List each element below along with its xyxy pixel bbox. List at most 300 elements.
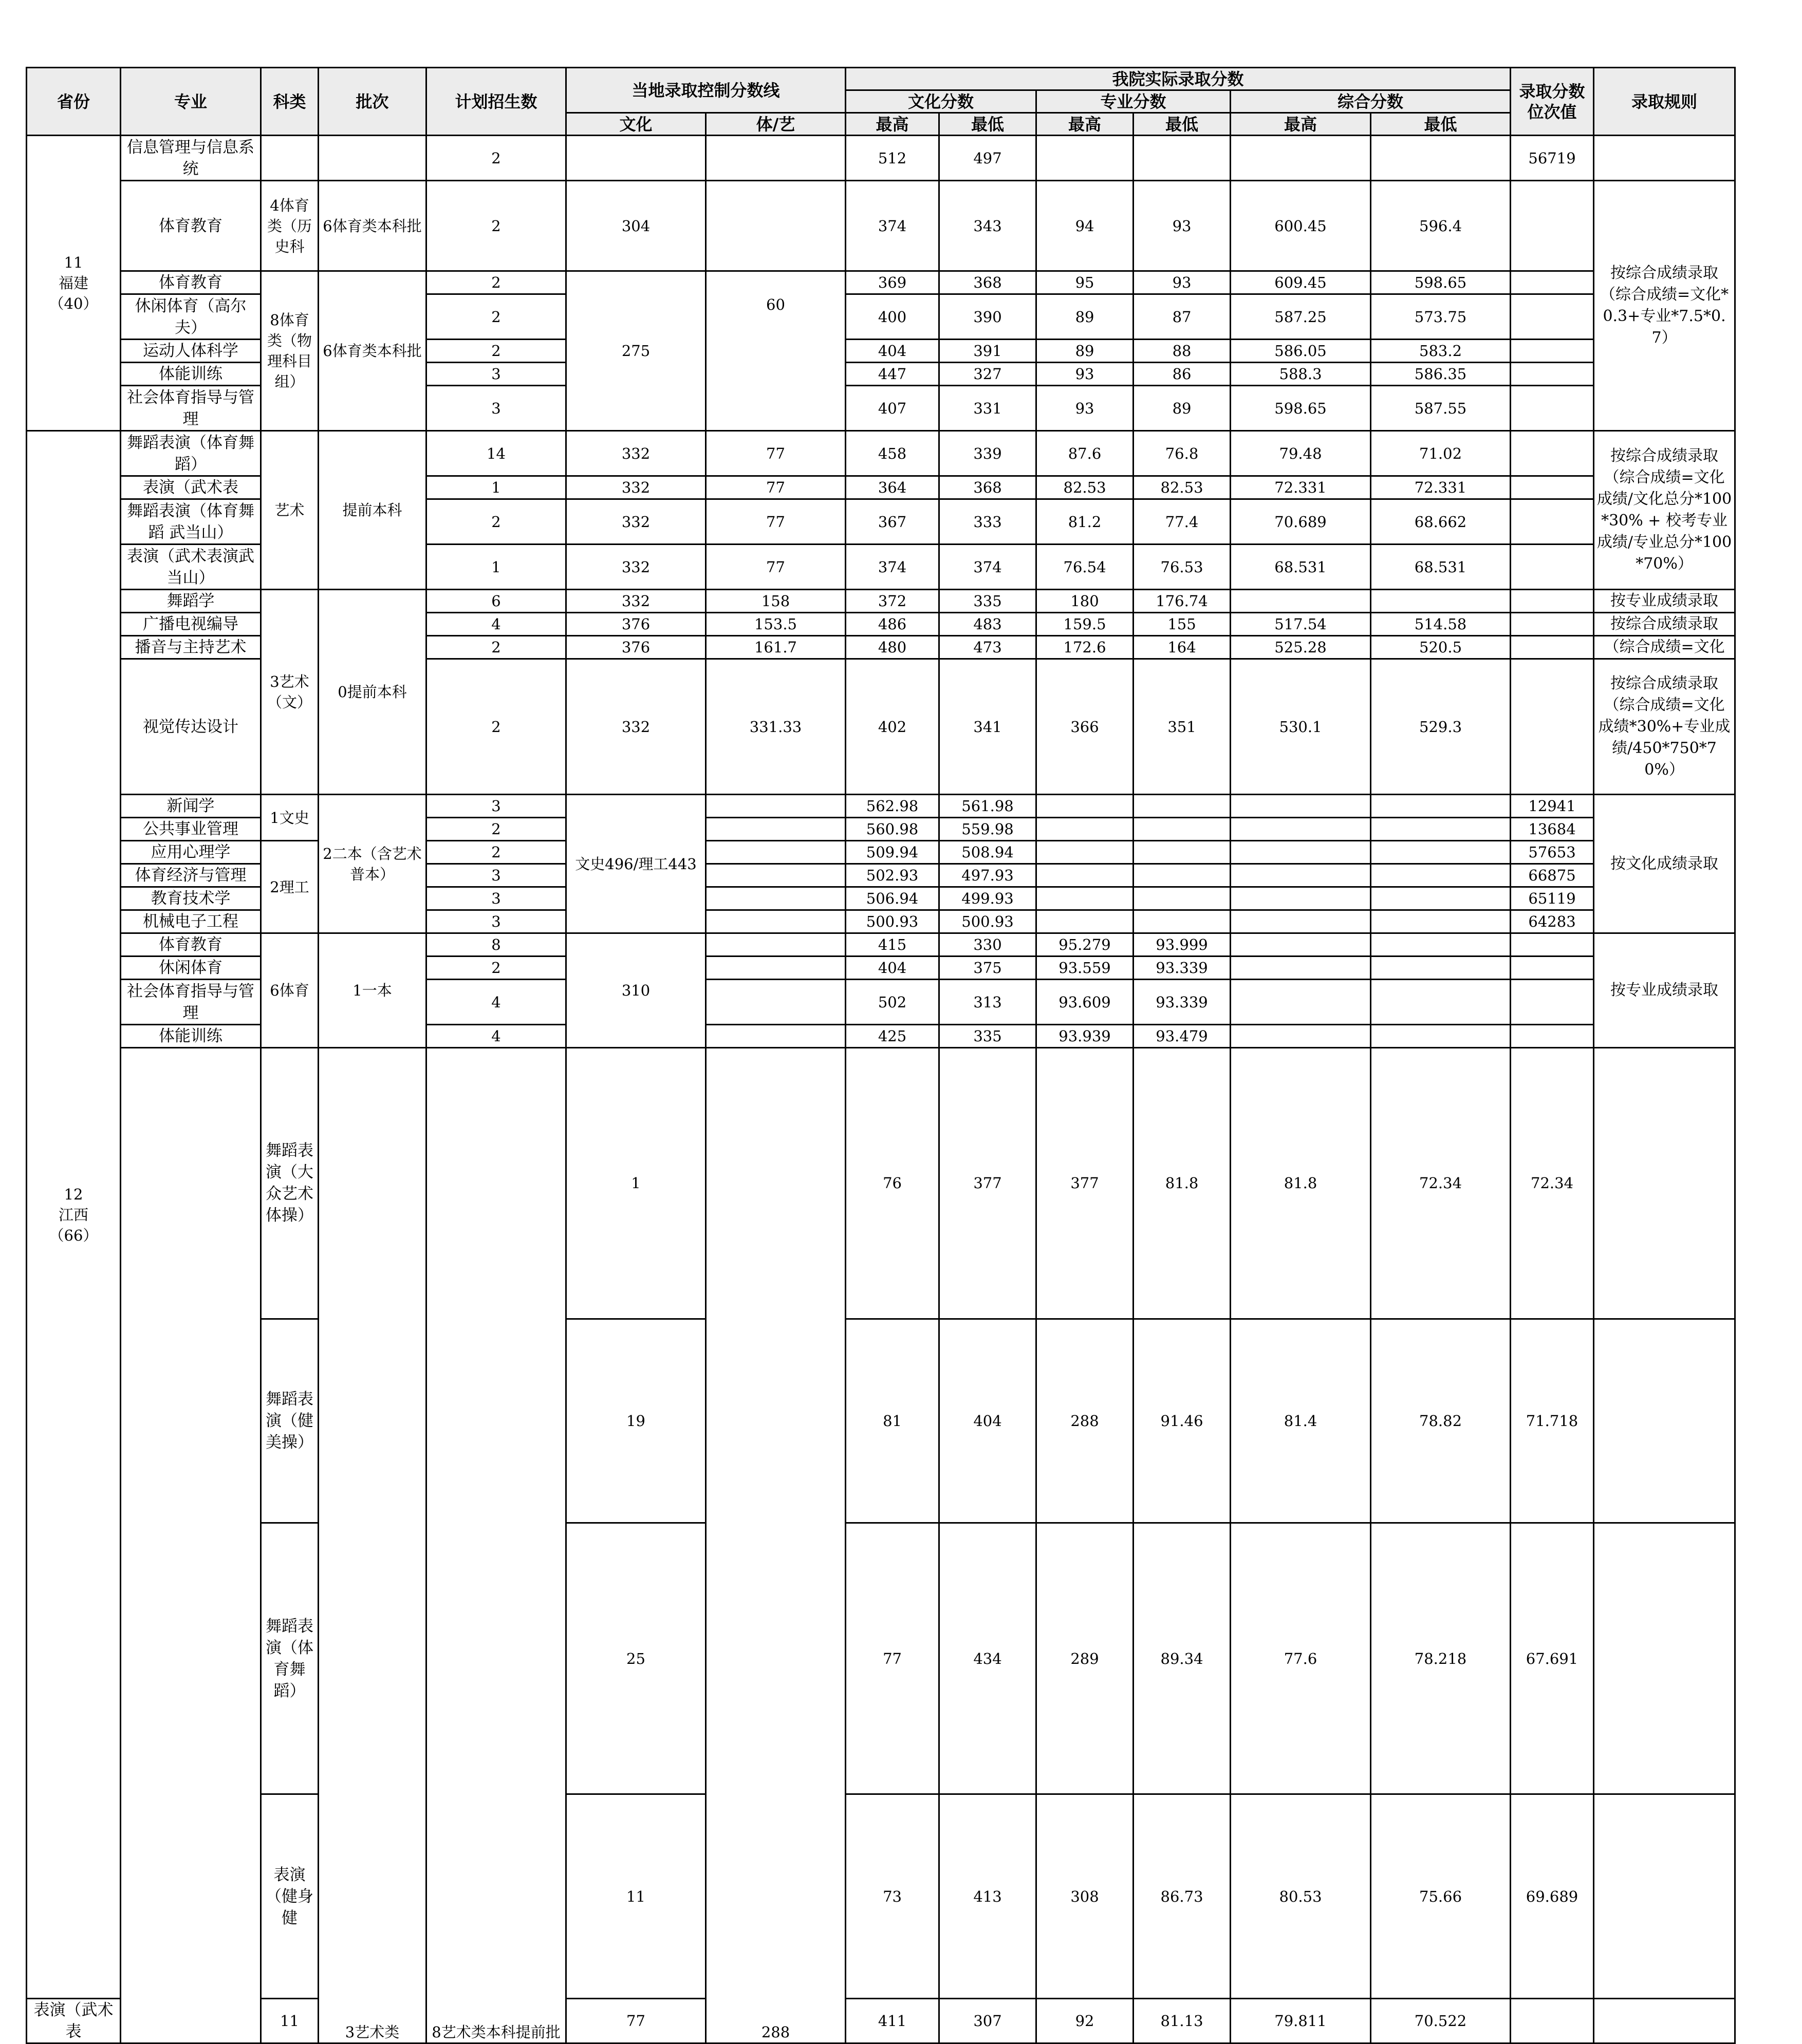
- cell-total-max: [1231, 818, 1371, 841]
- cell-category: 4体育类（历史科: [261, 181, 319, 271]
- cell-culture-min: 339: [939, 431, 1036, 476]
- cell-local-culture: 332: [566, 545, 706, 590]
- cell-local-sport: [706, 864, 846, 887]
- cell-major: 信息管理与信息系统: [121, 136, 261, 181]
- cell-culture-min: 335: [939, 590, 1036, 613]
- cell-total-min: [1371, 933, 1511, 957]
- cell-total-max: [1231, 933, 1371, 957]
- cell-major: 舞蹈学: [121, 590, 261, 613]
- cell-major: 社会体育指导与管理: [121, 386, 261, 431]
- cell-total-max: 72.331: [1231, 476, 1371, 499]
- header-local-culture: 文化: [566, 113, 706, 136]
- cell-culture-max: 512: [846, 136, 939, 181]
- cell-plan: 2: [426, 636, 566, 659]
- cell-total-min: 70.522: [1371, 1999, 1511, 2043]
- cell-local-culture: 376: [566, 613, 706, 636]
- cell-major: 应用心理学: [121, 841, 261, 864]
- cell-rank: [1594, 1048, 1735, 1319]
- cell-major: 舞蹈表演（健美操）: [261, 1319, 319, 1523]
- cell-local-culture: 332: [566, 659, 706, 795]
- header-culture-min: 最低: [939, 113, 1036, 136]
- cell-culture-max: 415: [846, 933, 939, 957]
- cell-culture-max: 404: [846, 340, 939, 363]
- cell-plan: 2: [426, 294, 566, 340]
- cell-major-min: 155: [1134, 613, 1231, 636]
- cell-plan: 3: [426, 910, 566, 933]
- cell-local-culture: 332: [566, 590, 706, 613]
- cell-plan: 3: [426, 795, 566, 818]
- cell-culture-max: 407: [846, 386, 939, 431]
- cell-local-sport: [706, 271, 846, 294]
- cell-major: 公共事业管理: [121, 818, 261, 841]
- cell-local-sport: 60: [706, 294, 846, 431]
- cell-local-culture: 332: [566, 476, 706, 499]
- cell-total-min: 72.34: [1511, 1048, 1594, 1319]
- cell-major-min: [1134, 795, 1231, 818]
- cell-plan: 8: [426, 933, 566, 957]
- cell-culture-min: 499.93: [939, 887, 1036, 910]
- cell-rank: [1511, 590, 1594, 613]
- cell-total-max: 530.1: [1231, 659, 1371, 795]
- cell-culture-max: 402: [846, 659, 939, 795]
- cell-culture-max: 500.93: [846, 910, 939, 933]
- cell-major: 视觉传达设计: [121, 659, 261, 795]
- cell-local-sport: 161.7: [706, 636, 846, 659]
- cell-plan: 19: [566, 1319, 706, 1523]
- cell-total-min: [1371, 818, 1511, 841]
- cell-major-max: 82.53: [1036, 476, 1134, 499]
- cell-total-min: [1371, 957, 1511, 980]
- table-row: [27, 1999, 1735, 2043]
- cell-plan: 14: [426, 431, 566, 476]
- cell-major: 教育技术学: [121, 887, 261, 910]
- cell-batch: 6体育类本科批: [319, 181, 426, 271]
- table-row: [27, 1319, 1735, 1523]
- cell-rank: [1511, 613, 1594, 636]
- cell-total-max: 78.82: [1371, 1319, 1511, 1523]
- cell-culture-max: 400: [846, 294, 939, 340]
- cell-total-min: [1371, 841, 1511, 864]
- cell-culture-max: 367: [846, 499, 939, 545]
- cell-culture-max: 560.98: [846, 818, 939, 841]
- cell-plan: 6: [426, 590, 566, 613]
- cell-major: 运动人体科学: [121, 340, 261, 363]
- cell-major-min: 86: [1134, 363, 1231, 386]
- cell-major-max: 89: [1036, 294, 1134, 340]
- cell-rank: 13684: [1511, 818, 1594, 841]
- cell-total-max: [1231, 957, 1371, 980]
- cell-total-max: 78.218: [1371, 1523, 1511, 1794]
- cell-rank: [1511, 340, 1594, 363]
- header-rank: 录取分数位次值: [1511, 68, 1594, 136]
- cell-total-min: 67.691: [1511, 1523, 1594, 1794]
- cell-culture-max: 502.93: [846, 864, 939, 887]
- header-total-min: 最低: [1371, 113, 1511, 136]
- cell-local-sport: [706, 1025, 846, 1048]
- header-total-score: 综合分数: [1231, 90, 1511, 113]
- cell-total-max: [1231, 864, 1371, 887]
- cell-major-min: [1134, 136, 1231, 181]
- cell-total-min: 68.531: [1371, 545, 1511, 590]
- cell-culture-max: 486: [846, 613, 939, 636]
- cell-major-min: 77.4: [1134, 499, 1231, 545]
- cell-total-max: [1231, 841, 1371, 864]
- cell-major-min: [1134, 818, 1231, 841]
- cell-total-max: 600.45: [1231, 181, 1371, 271]
- cell-plan: 2: [426, 181, 566, 271]
- header-category: 科类: [261, 68, 319, 136]
- cell-total-min: 587.55: [1371, 386, 1511, 431]
- cell-plan: 2: [426, 340, 566, 363]
- cell-major: 休闲体育（高尔夫）: [121, 294, 261, 340]
- cell-culture-min: 341: [939, 659, 1036, 795]
- cell-category: 3艺术（文）: [261, 590, 319, 795]
- table-header: [27, 68, 1735, 136]
- cell-culture-min: 308: [1036, 1794, 1134, 1999]
- cell-local-sport: [706, 136, 846, 181]
- cell-batch: 8艺术类本科提前批: [426, 1048, 566, 2043]
- cell-plan: 25: [566, 1523, 706, 1794]
- cell-culture-min: 374: [939, 545, 1036, 590]
- cell-major-min: 351: [1134, 659, 1231, 795]
- header-total-max: 最高: [1231, 113, 1371, 136]
- cell-total-min: 514.58: [1371, 613, 1511, 636]
- cell-local-sport: [706, 887, 846, 910]
- cell-culture-min: 497: [939, 136, 1036, 181]
- cell-rule: （综合成绩=文化: [1594, 636, 1735, 659]
- cell-rank: [1511, 431, 1594, 476]
- cell-major-min: 89: [1134, 386, 1231, 431]
- cell-total-min: [1371, 1025, 1511, 1048]
- cell-local-culture: 275: [566, 271, 706, 431]
- cell-rank: [1511, 294, 1594, 340]
- cell-category: 6体育: [261, 933, 319, 1048]
- cell-rank: 65119: [1511, 887, 1594, 910]
- cell-total-min: 520.5: [1371, 636, 1511, 659]
- table-row: [27, 590, 1735, 613]
- cell-major-min: 88: [1134, 340, 1231, 363]
- cell-plan: 11: [566, 1794, 706, 1999]
- cell-batch: [319, 136, 426, 181]
- cell-culture-min: 497.93: [939, 864, 1036, 887]
- cell-rank: [1511, 1999, 1594, 2043]
- cell-total-max: 75.66: [1371, 1794, 1511, 1999]
- cell-total-min: 583.2: [1371, 340, 1511, 363]
- cell-category: 1文史: [261, 795, 319, 841]
- header-culture-score: 文化分数: [846, 90, 1036, 113]
- cell-category: [261, 136, 319, 181]
- cell-total-min: [1371, 590, 1511, 613]
- cell-total-min: [1371, 864, 1511, 887]
- cell-major-max: 87.6: [1036, 431, 1134, 476]
- cell-rank: [1511, 636, 1594, 659]
- cell-total-max: 587.25: [1231, 294, 1371, 340]
- cell-local-sport: [706, 818, 846, 841]
- table-row: [27, 431, 1735, 476]
- cell-batch: 1一本: [319, 933, 426, 1048]
- cell-culture-min: 473: [939, 636, 1036, 659]
- cell-culture-max: 425: [846, 1025, 939, 1048]
- cell-rank: [1511, 181, 1594, 271]
- admission-score-sheet: [26, 67, 1734, 2044]
- table-row: [27, 271, 1735, 294]
- cell-total-max: 68.531: [1231, 545, 1371, 590]
- cell-major-min: 93.339: [1134, 980, 1231, 1025]
- header-culture-max: 最高: [846, 113, 939, 136]
- cell-total-max: 525.28: [1231, 636, 1371, 659]
- admission-table: [26, 67, 1736, 2044]
- cell-culture-min: 313: [939, 980, 1036, 1025]
- cell-total-min: 529.3: [1371, 659, 1511, 795]
- cell-local-sport: 73: [846, 1794, 939, 1999]
- cell-rank: [1511, 957, 1594, 980]
- cell-plan: 4: [426, 1025, 566, 1048]
- cell-rule: [1594, 136, 1735, 181]
- cell-major: 体育教育: [121, 181, 261, 271]
- cell-total-max: 72.34: [1371, 1048, 1511, 1319]
- cell-local-culture: 文史496/理工443: [566, 795, 706, 933]
- cell-major-max: 93: [1036, 363, 1134, 386]
- cell-major: 舞蹈表演（大众艺术体操）: [261, 1048, 319, 1319]
- cell-total-min: 573.75: [1371, 294, 1511, 340]
- cell-culture-min: 390: [939, 294, 1036, 340]
- cell-rank: [1511, 659, 1594, 795]
- cell-local-culture: 376: [566, 636, 706, 659]
- cell-major-min: 87: [1134, 294, 1231, 340]
- cell-local-sport: 77: [706, 545, 846, 590]
- cell-culture-min: 561.98: [939, 795, 1036, 818]
- cell-culture-min: 288: [1036, 1319, 1134, 1523]
- cell-total-max: [1231, 590, 1371, 613]
- cell-rule: 按综合成绩录取（综合成绩=文化成绩/文化总分*100*30% + 校考专业成绩/专业总分*100*70%）: [1594, 431, 1735, 590]
- cell-total-min: [1371, 910, 1511, 933]
- cell-culture-min: 500.93: [939, 910, 1036, 933]
- cell-major-max: 76.54: [1036, 545, 1134, 590]
- cell-rule: 按文化成绩录取: [1594, 795, 1735, 933]
- cell-major-max: 89: [1036, 340, 1134, 363]
- cell-rule: 按综合成绩录取: [1594, 613, 1735, 636]
- cell-culture-min: 343: [939, 181, 1036, 271]
- cell-rule: 按综合成绩录取（综合成绩=文化成绩*30%+专业成绩/450*750*70%）: [1594, 659, 1735, 795]
- cell-rank: [1511, 933, 1594, 957]
- cell-major-min: 82.53: [1134, 476, 1231, 499]
- cell-total-min: 598.65: [1371, 271, 1511, 294]
- cell-rank: [1511, 1025, 1594, 1048]
- cell-culture-min: 377: [1036, 1048, 1134, 1319]
- cell-major-max: [1036, 818, 1134, 841]
- cell-major: 表演（武术表: [27, 1999, 121, 2043]
- cell-culture-max: 506.94: [846, 887, 939, 910]
- cell-culture-min: 375: [939, 957, 1036, 980]
- cell-total-max: [1231, 795, 1371, 818]
- cell-plan: 1: [426, 545, 566, 590]
- cell-local-sport: 76: [846, 1048, 939, 1319]
- cell-major-max: [1036, 887, 1134, 910]
- cell-rank: 56719: [1511, 136, 1594, 181]
- cell-local-sport: 77: [706, 431, 846, 476]
- header-province: 省份: [27, 68, 121, 136]
- cell-local-sport: 158: [706, 590, 846, 613]
- cell-local-culture: 332: [566, 499, 706, 545]
- cell-rank: [1511, 545, 1594, 590]
- cell-culture-min: 307: [939, 1999, 1036, 2043]
- cell-total-min: 71.718: [1511, 1319, 1594, 1523]
- cell-culture-min: 335: [939, 1025, 1036, 1048]
- cell-rule: 按专业成绩录取: [1594, 590, 1735, 613]
- cell-plan: 2: [426, 841, 566, 864]
- cell-category: 2理工: [261, 841, 319, 933]
- cell-rank: [1511, 386, 1594, 431]
- cell-culture-max: 434: [939, 1523, 1036, 1794]
- cell-major-min: 76.8: [1134, 431, 1231, 476]
- cell-total-max: [1231, 910, 1371, 933]
- cell-culture-max: 404: [846, 957, 939, 980]
- cell-major: 表演（武术表: [121, 476, 261, 499]
- cell-local-sport: 77: [846, 1523, 939, 1794]
- cell-local-sport: [706, 980, 846, 1025]
- cell-local-sport: 81: [846, 1319, 939, 1523]
- cell-total-min: [1371, 136, 1511, 181]
- cell-major-min: 80.53: [1231, 1794, 1371, 1999]
- cell-major: 表演（健身健: [261, 1794, 319, 1999]
- cell-local-sport: [706, 181, 846, 271]
- cell-major-min: 93.339: [1134, 957, 1231, 980]
- cell-major: 舞蹈表演（体育舞蹈 武当山）: [121, 499, 261, 545]
- cell-culture-min: 368: [939, 476, 1036, 499]
- cell-major-max: 95.279: [1036, 933, 1134, 957]
- table-row: [27, 795, 1735, 818]
- cell-culture-min: 330: [939, 933, 1036, 957]
- cell-batch: 提前本科: [319, 431, 426, 590]
- cell-major-max: 81.2: [1036, 499, 1134, 545]
- cell-culture-min: 327: [939, 363, 1036, 386]
- cell-culture-min: 368: [939, 271, 1036, 294]
- cell-rule: 按综合成绩录取（综合成绩=文化*0.3+专业*7.5*0.7）: [1594, 181, 1735, 431]
- cell-rule: 按专业成绩录取: [1594, 933, 1735, 1048]
- cell-major: 体育经济与管理: [121, 864, 261, 887]
- cell-plan: 2: [426, 659, 566, 795]
- cell-plan: 3: [426, 864, 566, 887]
- cell-major: 广播电视编导: [121, 613, 261, 636]
- cell-major: 播音与主持艺术: [121, 636, 261, 659]
- cell-total-max: 609.45: [1231, 271, 1371, 294]
- cell-major: 舞蹈表演（体育舞蹈）: [261, 1523, 319, 1794]
- cell-major-min: 164: [1134, 636, 1231, 659]
- cell-major-max: 94: [1036, 181, 1134, 271]
- cell-major-min: 81.8: [1231, 1048, 1371, 1319]
- cell-plan: 2: [426, 271, 566, 294]
- cell-major: 体育教育: [121, 933, 261, 957]
- cell-local-sport: 77: [566, 1999, 706, 2043]
- cell-major-max: 81.8: [1134, 1048, 1231, 1319]
- cell-culture-max: 374: [846, 181, 939, 271]
- cell-culture-max: 447: [846, 363, 939, 386]
- table-row: [27, 1523, 1735, 1794]
- cell-plan: 2: [426, 136, 566, 181]
- cell-total-max: [1231, 980, 1371, 1025]
- cell-major-max: [1036, 136, 1134, 181]
- cell-culture-min: 559.98: [939, 818, 1036, 841]
- cell-major: 休闲体育: [121, 957, 261, 980]
- cell-major: 机械电子工程: [121, 910, 261, 933]
- cell-culture-max: 413: [939, 1794, 1036, 1999]
- cell-rank: 57653: [1511, 841, 1594, 864]
- cell-major-max: 86.73: [1134, 1794, 1231, 1999]
- cell-major-min: [1134, 864, 1231, 887]
- cell-culture-max: 374: [846, 545, 939, 590]
- cell-batch: 0提前本科: [319, 590, 426, 795]
- cell-major-max: [1036, 864, 1134, 887]
- cell-total-min: 69.689: [1511, 1794, 1594, 1999]
- cell-rank: [1594, 1523, 1735, 1794]
- cell-major-min: 93: [1134, 271, 1231, 294]
- cell-plan: 3: [426, 363, 566, 386]
- cell-culture-max: 364: [846, 476, 939, 499]
- cell-major-max: 89.34: [1134, 1523, 1231, 1794]
- cell-rank: 64283: [1511, 910, 1594, 933]
- cell-major-max: 95: [1036, 271, 1134, 294]
- table-row: [27, 136, 1735, 181]
- cell-local-sport: [706, 957, 846, 980]
- cell-rank: [1594, 1319, 1735, 1523]
- header-batch: 批次: [319, 68, 426, 136]
- table-row: [27, 933, 1735, 957]
- header-actual: 我院实际录取分数: [846, 68, 1511, 90]
- cell-major: 体能训练: [121, 1025, 261, 1048]
- cell-culture-max: 372: [846, 590, 939, 613]
- cell-culture-max: 411: [846, 1999, 939, 2043]
- cell-local-sport: 77: [706, 476, 846, 499]
- cell-category: 8体育类（物理科目组）: [261, 271, 319, 431]
- cell-local-culture: 332: [566, 431, 706, 476]
- table-row: [27, 1794, 1735, 1999]
- cell-major-min: 81.13: [1134, 1999, 1231, 2043]
- cell-rule: [1594, 1999, 1735, 2043]
- cell-major-max: [1036, 910, 1134, 933]
- cell-rank: [1511, 363, 1594, 386]
- cell-culture-min: 289: [1036, 1523, 1134, 1794]
- cell-local-culture: 288: [706, 1048, 846, 2043]
- header-local-control: 当地录取控制分数线: [566, 68, 846, 113]
- cell-culture-max: 458: [846, 431, 939, 476]
- cell-major-max: 93.559: [1036, 957, 1134, 980]
- cell-plan: 2: [426, 957, 566, 980]
- cell-rank: [1511, 499, 1594, 545]
- cell-major: 社会体育指导与管理: [121, 980, 261, 1025]
- cell-local-sport: 331.33: [706, 659, 846, 795]
- cell-culture-min: 483: [939, 613, 1036, 636]
- cell-major: 体能训练: [121, 363, 261, 386]
- province-fujian: 11 福建 （40）: [27, 136, 121, 431]
- cell-total-min: 596.4: [1371, 181, 1511, 271]
- cell-culture-max: 480: [846, 636, 939, 659]
- cell-major-min: 77.6: [1231, 1523, 1371, 1794]
- cell-total-min: 586.35: [1371, 363, 1511, 386]
- cell-plan: 11: [261, 1999, 319, 2043]
- cell-plan: 3: [426, 887, 566, 910]
- cell-total-max: 586.05: [1231, 340, 1371, 363]
- cell-major-max: 92: [1036, 1999, 1134, 2043]
- cell-total-max: 70.689: [1231, 499, 1371, 545]
- cell-category: 3艺术类: [319, 1048, 426, 2043]
- cell-major-max: 93.609: [1036, 980, 1134, 1025]
- cell-rank: [1511, 271, 1594, 294]
- cell-total-max: [1231, 136, 1371, 181]
- cell-local-sport: [706, 841, 846, 864]
- cell-major-min: 93.999: [1134, 933, 1231, 957]
- cell-major-min: [1134, 841, 1231, 864]
- cell-major-max: [1036, 795, 1134, 818]
